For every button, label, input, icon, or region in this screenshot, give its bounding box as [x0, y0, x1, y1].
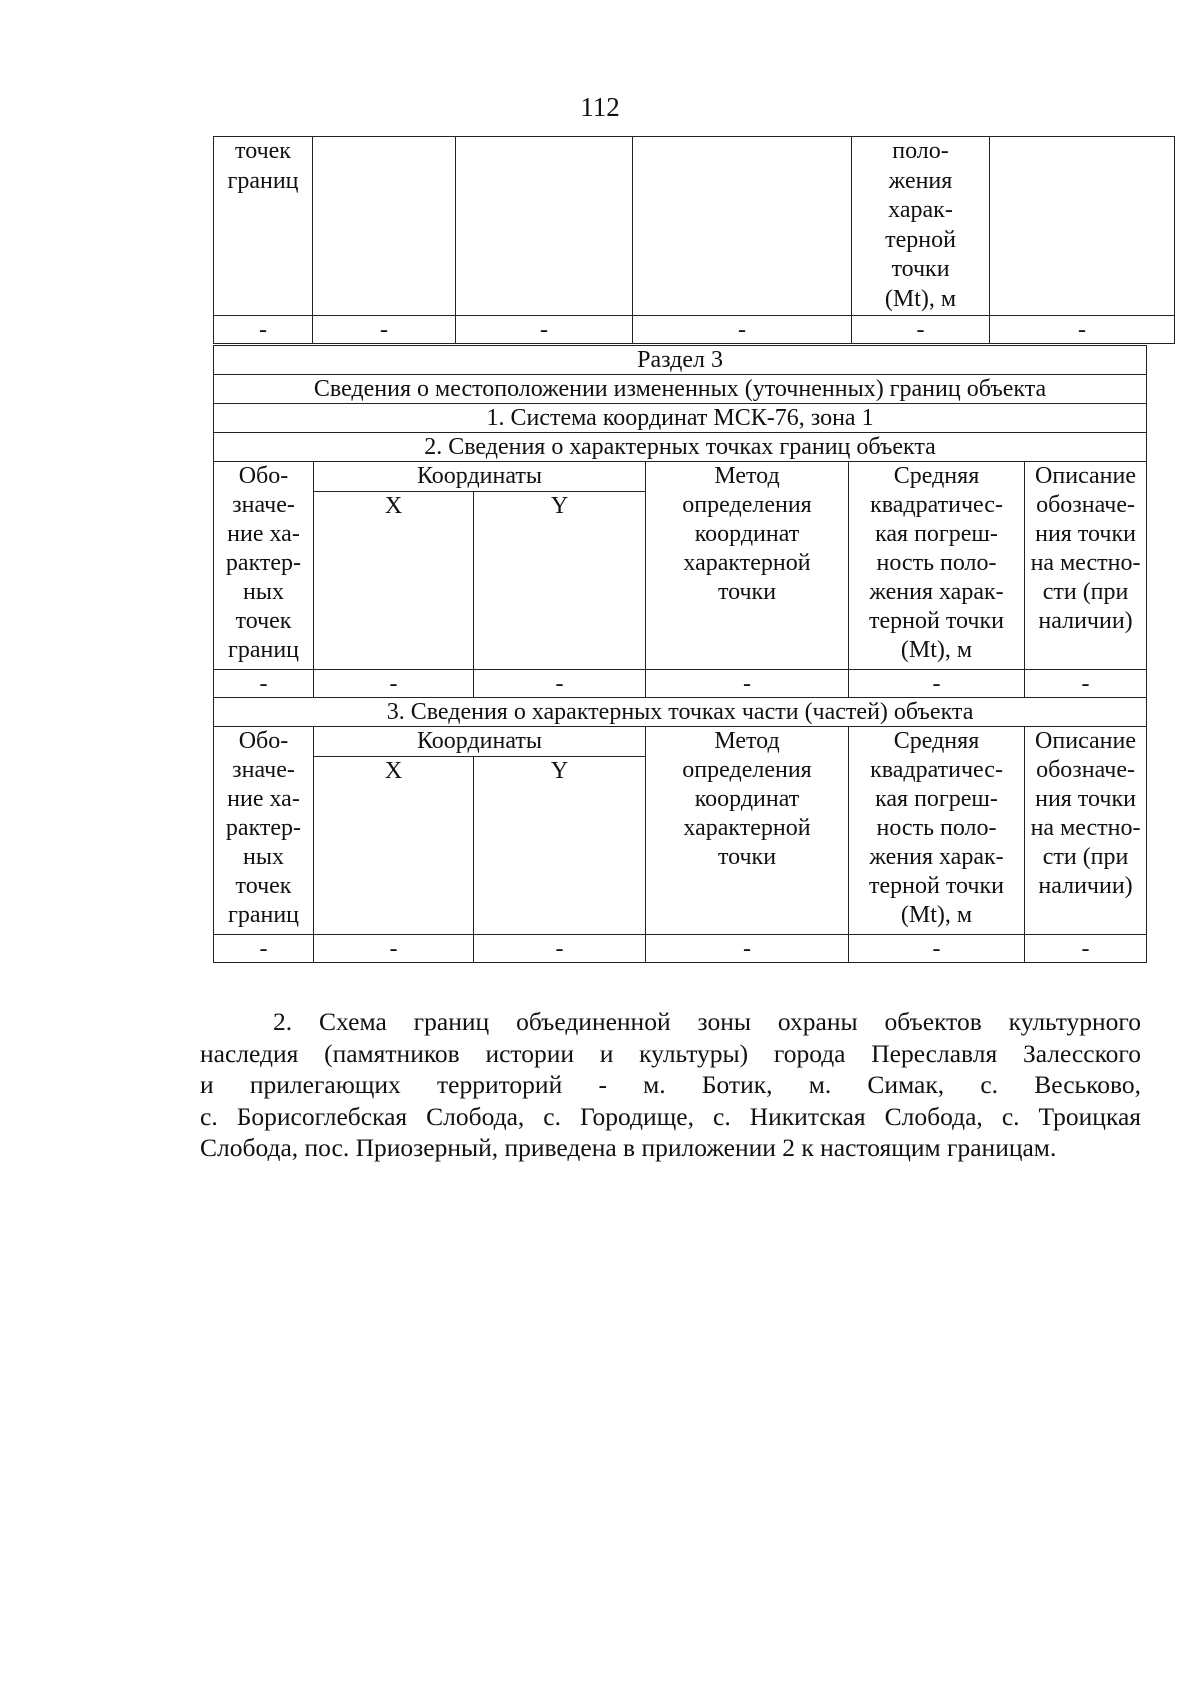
header-cell-empty [456, 137, 633, 316]
table-row [214, 935, 1147, 963]
dash-cell: - [456, 316, 633, 344]
header-coordinates: Координаты [314, 462, 646, 492]
table-row [214, 670, 1147, 698]
header-designation: Обо- значе- ние ха- рактер- ных точек границ [214, 727, 314, 935]
dash-cell: - [852, 316, 990, 344]
table-row [214, 346, 1147, 375]
dash-cell: - [313, 316, 456, 344]
dash-cell: - [474, 670, 646, 698]
table-row [214, 137, 1175, 316]
paragraph-line: Слобода, пос. Приозерный, приведена в приложении 2 к настоящим границам. [200, 1133, 1057, 1162]
dash-cell: - [214, 670, 314, 698]
table-row [214, 462, 1147, 492]
header-error: Средняя квадратичес- кая погреш- ность поло- жения харак- терной точки (Mt), м [849, 727, 1025, 935]
header-y: Y [474, 492, 646, 670]
block2-title: 2. Сведения о характерных точках границ объекта [214, 433, 1147, 462]
dash-cell: - [849, 670, 1025, 698]
table-row [214, 316, 1175, 344]
dash-cell: - [646, 935, 849, 963]
table-row [214, 375, 1147, 404]
dash-cell: - [646, 670, 849, 698]
header-y: Y [474, 757, 646, 935]
continuation-table [213, 136, 1175, 344]
header-cell-empty [313, 137, 456, 316]
header-cell-empty [633, 137, 852, 316]
header-x: X [314, 757, 474, 935]
dash-cell: - [314, 670, 474, 698]
dash-cell: - [214, 935, 314, 963]
paragraph-line: 2. Схема границ объединенной зоны охраны объектов культурного [273, 1007, 1141, 1036]
header-method: Метод определения координат характерной точки [646, 727, 849, 935]
table-row [214, 404, 1147, 433]
header-description: Описание обозначе- ния точки на местно- сти (при наличии) [1025, 462, 1147, 670]
table-row [214, 433, 1147, 462]
dash-cell: - [633, 316, 852, 344]
coordinate-system: 1. Система координат МСК-76, зона 1 [214, 404, 1147, 433]
dash-cell: - [214, 316, 313, 344]
page-number: 112 [580, 92, 620, 122]
section3-table [213, 345, 1147, 963]
header-cell-empty [990, 137, 1175, 316]
dash-cell: - [1025, 670, 1147, 698]
header-method: Метод определения координат характерной точки [646, 462, 849, 670]
table-row [214, 698, 1147, 727]
section-title: Раздел 3 [214, 346, 1147, 375]
dash-cell: - [1025, 935, 1147, 963]
block3-title: 3. Сведения о характерных точках части (частей) объекта [214, 698, 1147, 727]
paragraph-line: наследия (памятников истории и культуры) города Переславля Залесского [200, 1038, 1141, 1068]
section-subtitle: Сведения о местоположении измененных (уточненных) границ объекта [214, 375, 1147, 404]
header-error: Средняя квадратичес- кая погреш- ность поло- жения харак- терной точки (Mt), м [849, 462, 1025, 670]
dash-cell: - [849, 935, 1025, 963]
dash-cell: - [314, 935, 474, 963]
header-cell-error: поло- жения харак- терной точки (Mt), м [852, 137, 990, 316]
header-designation: Обо- значе- ние ха- рактер- ных точек границ [214, 462, 314, 670]
table-row [214, 727, 1147, 757]
header-cell-designation: точек границ [214, 137, 313, 316]
header-description: Описание обозначе- ния точки на местно- сти (при наличии) [1025, 727, 1147, 935]
body-paragraph [200, 1006, 1141, 1164]
paragraph-line: с. Борисоглебская Слобода, с. Городище, с. Никитская Слобода, с. Троицкая [200, 1101, 1141, 1131]
dash-cell: - [474, 935, 646, 963]
header-x: X [314, 492, 474, 670]
header-coordinates: Координаты [314, 727, 646, 757]
dash-cell: - [990, 316, 1175, 344]
paragraph-line: и прилегающих территорий - м. Ботик, м. Симак, с. Веськово, [200, 1070, 1141, 1099]
